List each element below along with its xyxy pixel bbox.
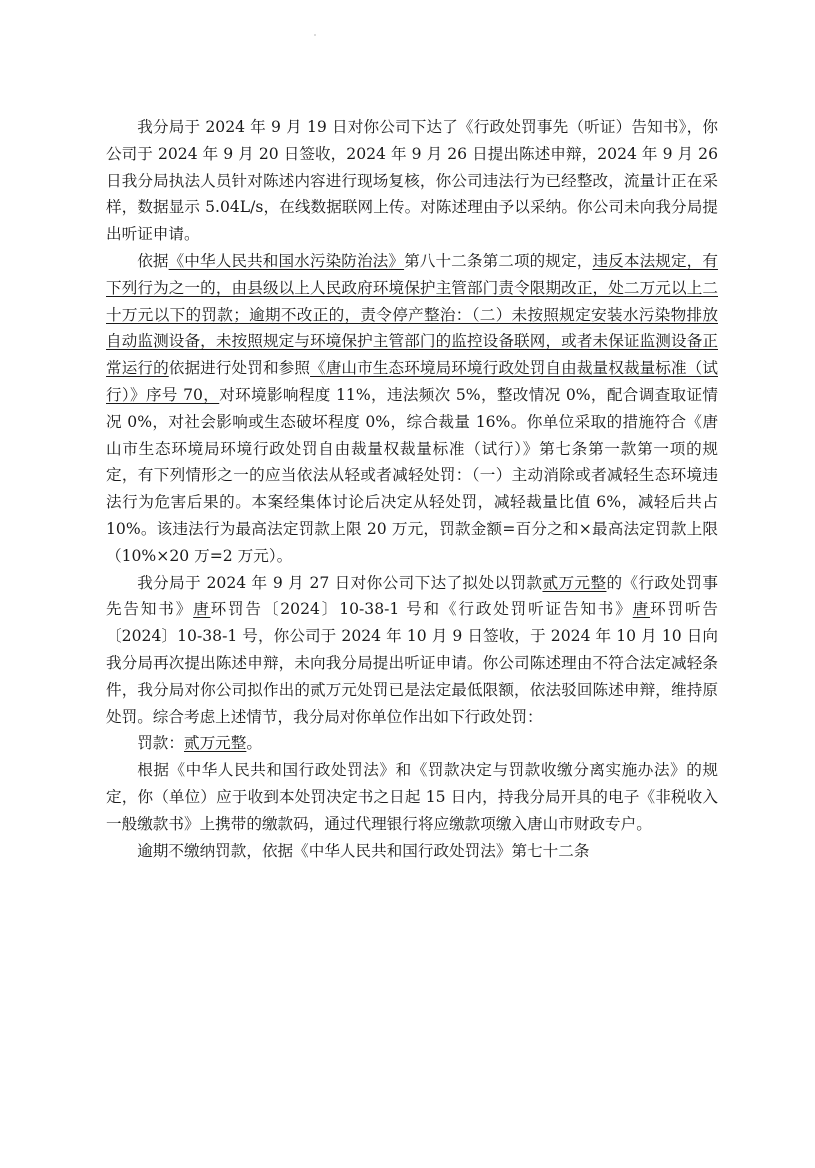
paragraph-text: 逾期不缴纳罚款，依据《中华人民共和国行政处罚法》第七十二条: [137, 841, 590, 860]
paragraph-text: 罚款：: [137, 734, 184, 753]
paragraph-text: 环罚告〔2024〕10-38-1 号和《行政处罚听证告知书》: [210, 600, 633, 619]
paragraph: [106, 730, 718, 757]
underlined-text: 违反本法规定，有下列行为之一的，由县级以上人民政府环境保护主管部门责令限期改正，处二万元以上二十万元以下的罚款；逾期不改正的，责令停产整治：（二）未按照规定安装水污染物排放自动监测设备，未按照规定与环境保护主管部门的监控设备联网，或者未保证监测设备正常运行的: [106, 251, 718, 378]
paragraph-text: 第八十二条第二项的规定，: [404, 251, 593, 270]
paragraph: [106, 248, 718, 570]
paragraph-text: 对环境影响程度 11%，违法频次 5%，整改情况 0%，配合调查取证情况 0%，对社会影响或生态破坏程度 0%，综合裁量 16%。你单位采取的措施符合《唐山市生态环境局环境行政处罚自由裁量权裁量标准（试行）》第七条第一款第一项的规定，有下列情形之一的应当依法从轻或者减轻处罚：（一）主动消除或者减轻生态环境违法行为危害后果的。本案经集体讨论后决定从轻处罚，减轻裁量比值 6%，减轻后共占 10%。该违法行为最高法定罚款上限 20 万元，罚款金额=百分之和×最高法定罚款上限（10%×20 万=2 万元）。: [106, 385, 718, 565]
paragraph: [106, 757, 718, 837]
paragraph-text: 我分局于 2024 年 9 月 27 日对你公司下达了拟处以罚款: [137, 573, 543, 592]
underlined-text: 《唐山市生态环境局环境行政处罚自由裁量权裁量标准（试行）》序号 70，: [106, 359, 718, 404]
underlined-text: 《中华人民共和国水污染防治法》: [168, 251, 405, 270]
paragraph: [106, 838, 718, 865]
paragraph: [106, 114, 718, 248]
paragraph-text: 根据《中华人民共和国行政处罚法》和《罚款决定与罚款收缴分离实施办法》的规定，你（单位）应于收到本处罚决定书之日起 15 日内，持我分局开具的电子《非税收入一般缴款书》上携带的缴款码，通过代理银行将应缴款项缴入唐山市财政专户。: [106, 761, 718, 833]
underlined-text: 唐: [193, 600, 211, 619]
document-body: [106, 114, 718, 864]
paragraph-text: 环罚听告〔2024〕10-38-1 号，你公司于 2024 年 10 月 9 日签收，于 2024 年 10 月 10 日向我分局再次提出陈述申辩，未向我分局提出听证申请。你公司陈述理由不符合法定减轻条件，我分局对你公司拟作出的贰万元处罚已是法定最低限额，依法驳回陈述申辩，维持原处罚。综合考虑上述情节，我分局对你单位作出如下行政处罚：: [106, 600, 718, 726]
paragraph-text: 我分局于 2024 年 9 月 19 日对你公司下达了《行政处罚事先（听证）告知书》，你公司于 2024 年 9 月 20 日签收，2024 年 9 月 26 日提出陈述申辩，2024 年 9 月 26 日我分局执法人员针对陈述内容进行现场复核，你公司违法行为已经整改，流量计正在采样，数据显示 5.04L/s，在线数据联网上传。对陈述理由予以采纳。你公司未向我分局提出听证申请。: [106, 118, 718, 244]
scan-speck: [314, 34, 316, 36]
paragraph-text: 依据进行处罚和参照: [168, 359, 311, 378]
underlined-text: 唐: [632, 600, 651, 619]
paragraph-text: 依据: [137, 251, 169, 270]
paragraph-text: 。: [246, 734, 262, 753]
underlined-text: 贰万元整: [183, 734, 247, 753]
underlined-text: 贰万元整: [542, 573, 607, 592]
paragraph-text: 的《行政处罚事先告知书》: [106, 573, 718, 619]
paragraph: [106, 570, 718, 731]
